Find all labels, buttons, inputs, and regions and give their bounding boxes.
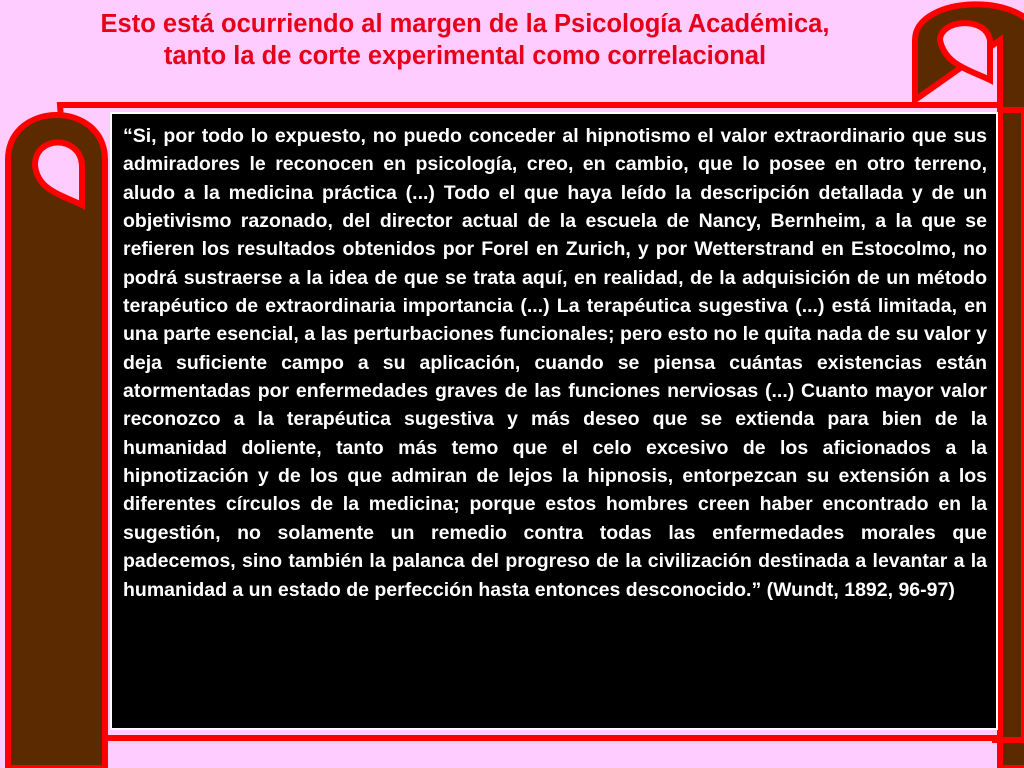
title-line-1: Esto está ocurriendo al margen de la Psicología Académica, <box>100 10 830 38</box>
quote-panel <box>110 112 998 730</box>
scroll-roll-left <box>8 115 105 768</box>
slide-title <box>0 8 930 72</box>
title-line-2: tanto la de corte experimental como correlacional <box>163 42 767 70</box>
quote-text: “Si, por todo lo expuesto, no puedo conceder al hipnotismo el valor extraordinario que sus admiradores le reconocen en psicología, creo, en cambio, que lo posee en otro terreno, aludo a la medicina práctica (...) Todo el que haya leído la descripción detallada y de un objetivismo razonado, del director actual de la escuela de Nancy, Bernheim, a la que se refieren los resultados obtenidos por Forel en Zurich, y por Wetterstrand en Estocolmo, no podrá sustraerse a la idea de que se trata aquí, en realidad, de la adquisición de un método terapéutico de extraordinaria importancia (...) La terapéutica sugestiva (...) está limitada, en una parte esencial, a las perturbaciones funcionales; pero esto no le quita nada de su valor y deja suficiente campo a su aplicación, cuando se piensa cuántas existencias están atormentadas por enfermedades graves de las funciones nerviosas (...) Cuanto mayor valor reconozco a la terapéutica sugestiva y más deseo que se extienda para bien de la humanidad doliente, tanto más temo que el celo excesivo de los aficionados a la hipnotización y de los que admiran de lejos la hipnosis, entorpezcan su extensión a los diferentes círculos de la medicina; porque estos hombres creen haber encontrado en la sugestión, no solamente un remedio contra todas las enfermedades morales que padecemos, sino también la palanca del progreso de la civilización destinada a levantar a la humanidad a un estado de perfección hasta entonces desconocido.” (Wundt, 1892, 96-97) <box>123 125 987 601</box>
